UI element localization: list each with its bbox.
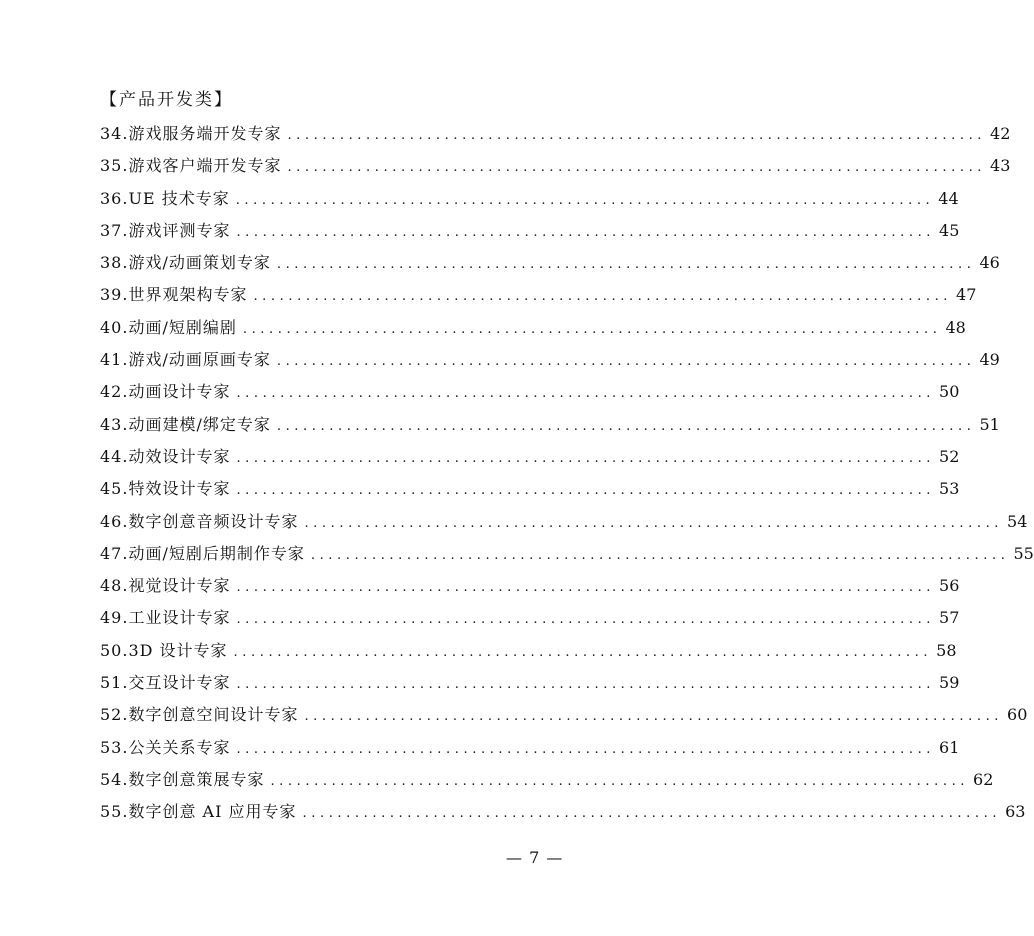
dot-leader: ................................................................................	[236, 450, 936, 466]
toc-entry[interactable]	[100, 732, 960, 764]
toc-entry[interactable]	[100, 538, 1034, 570]
dot-leader: ................................................................................	[253, 289, 953, 305]
dot-leader: ................................................................................	[276, 418, 976, 434]
toc-entry[interactable]	[100, 409, 1000, 441]
page-number-footer: — 7 —	[506, 848, 564, 867]
toc-entry-page-number: 50	[939, 382, 960, 402]
dot-leader: ................................................................................	[276, 354, 976, 370]
toc-entry-title: 43.动画建模/绑定专家	[100, 414, 271, 434]
toc-entry-page-number: 56	[939, 576, 960, 596]
dot-leader: ................................................................................	[310, 547, 1010, 563]
dot-leader: ................................................................................	[235, 192, 935, 208]
dot-leader: ................................................................................	[304, 709, 1004, 725]
toc-entry-title: 40.动画/短剧编剧	[100, 317, 237, 337]
toc-entry[interactable]	[100, 506, 1028, 538]
dot-leader: ................................................................................	[287, 160, 987, 176]
dot-leader: ................................................................................	[302, 806, 1002, 822]
toc-entry-title: 52.数字创意空间设计专家	[100, 705, 299, 725]
toc-entry[interactable]	[100, 118, 1011, 150]
toc-entry-title: 53.公关关系专家	[100, 737, 231, 757]
toc-entry-title: 45.特效设计专家	[100, 479, 231, 499]
toc-entry-page-number: 57	[939, 608, 960, 628]
toc-entry-title: 47.动画/短剧后期制作专家	[100, 543, 305, 563]
dot-leader: ................................................................................	[236, 612, 936, 628]
dot-leader: ................................................................................	[236, 677, 936, 693]
toc-entry[interactable]	[100, 441, 960, 473]
toc-entry[interactable]	[100, 699, 1028, 731]
toc-entry-page-number: 61	[939, 737, 960, 757]
toc-entry-page-number: 60	[1007, 705, 1028, 725]
toc-entry[interactable]	[100, 312, 966, 344]
toc-entry-page-number: 63	[1005, 802, 1026, 822]
dot-leader: ................................................................................	[276, 257, 976, 273]
toc-entry-page-number: 48	[945, 317, 966, 337]
toc-entry-title: 44.动效设计专家	[100, 446, 231, 466]
toc-entry-page-number: 51	[979, 414, 1000, 434]
toc-entry-page-number: 58	[936, 640, 957, 660]
toc-entry[interactable]	[100, 796, 1026, 828]
toc-entry-page-number: 44	[938, 188, 959, 208]
dot-leader: ................................................................................	[236, 386, 936, 402]
toc-entry-title: 34.游戏服务端开发专家	[100, 124, 282, 143]
toc-entry-title: 48.视觉设计专家	[100, 576, 231, 596]
toc-entry[interactable]	[100, 279, 977, 311]
toc-entry-page-number: 53	[939, 479, 960, 499]
toc-entry-page-number: 62	[973, 769, 994, 789]
table-of-contents	[100, 118, 1034, 829]
dot-leader: ................................................................................	[270, 773, 970, 789]
toc-entry-title: 54.数字创意策展专家	[100, 769, 265, 789]
toc-entry-page-number: 59	[939, 673, 960, 693]
toc-entry-page-number: 45	[939, 220, 960, 240]
toc-entry[interactable]	[100, 635, 957, 667]
section-heading: 【产品开发类】	[100, 90, 233, 110]
dot-leader: ................................................................................	[304, 515, 1004, 531]
toc-entry-title: 42.动画设计专家	[100, 382, 231, 402]
toc-entry[interactable]	[100, 150, 1011, 182]
toc-entry-title: 39.世界观架构专家	[100, 285, 248, 305]
dot-leader: ................................................................................	[233, 644, 933, 660]
toc-entry-title: 41.游戏/动画原画专家	[100, 350, 271, 370]
toc-entry[interactable]	[100, 344, 1000, 376]
toc-entry[interactable]	[100, 183, 959, 215]
toc-entry[interactable]	[100, 764, 994, 796]
toc-entry-page-number: 46	[979, 253, 1000, 273]
dot-leader: ................................................................................	[236, 741, 936, 757]
toc-entry[interactable]	[100, 570, 960, 602]
toc-entry[interactable]	[100, 376, 960, 408]
toc-entry-page-number: 49	[979, 350, 1000, 370]
dot-leader: ................................................................................	[236, 224, 936, 240]
toc-entry-page-number: 42	[990, 124, 1011, 143]
toc-entry[interactable]	[100, 602, 960, 634]
toc-entry-title: 49.工业设计专家	[100, 608, 231, 628]
toc-entry[interactable]	[100, 247, 1000, 279]
toc-entry-title: 50.3D 设计专家	[100, 640, 228, 660]
toc-entry-page-number: 43	[990, 156, 1011, 176]
toc-entry-title: 38.游戏/动画策划专家	[100, 253, 271, 273]
toc-entry-title: 35.游戏客户端开发专家	[100, 156, 282, 176]
dot-leader: ................................................................................	[287, 128, 987, 143]
toc-entry[interactable]	[100, 215, 960, 247]
toc-entry-page-number: 47	[956, 285, 977, 305]
dot-leader: ................................................................................	[242, 321, 942, 337]
toc-entry-page-number: 54	[1007, 511, 1028, 531]
dot-leader: ................................................................................	[236, 483, 936, 499]
toc-entry-title: 36.UE 技术专家	[100, 188, 230, 208]
toc-entry-title: 37.游戏评测专家	[100, 220, 231, 240]
toc-entry[interactable]	[100, 667, 960, 699]
toc-entry-page-number: 55	[1013, 543, 1034, 563]
toc-entry-page-number: 52	[939, 446, 960, 466]
toc-entry-title: 51.交互设计专家	[100, 673, 231, 693]
toc-entry-title: 46.数字创意音频设计专家	[100, 511, 299, 531]
toc-entry-title: 55.数字创意 AI 应用专家	[100, 802, 297, 822]
dot-leader: ................................................................................	[236, 580, 936, 596]
toc-entry[interactable]	[100, 473, 960, 505]
